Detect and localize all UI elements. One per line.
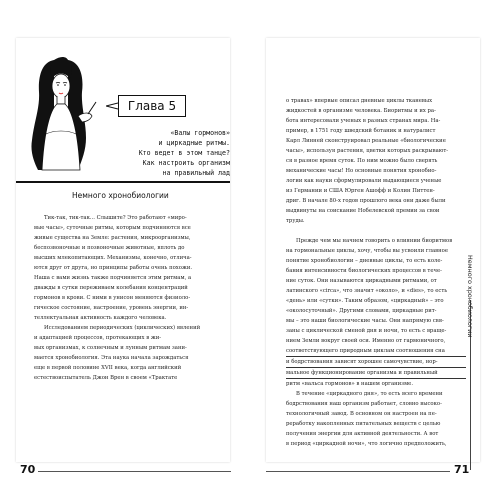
right-body-text: о травах» впервые описал дневные циклы тканевых жидкостей в организме человека. Биоритмы и их ра- бота интересовали ученых в разных странах мира. На- пример, в 1751 году шведский ботаник и натуралист Карл Линней сконструировал реальные «биологические часы», используя растения, цветки которых раскрывают- ся в разное время суток. По ним можно было сверять механические часы! Но основные понятия хронобио- логии как науки сформулировали выдающиеся ученые из Германии и США Юрген Ашофф и Колин Питтен- дриг. В начале 80-х годов прошлого века они даже были выдвинуты на соискание Нобелевской премии за свои труды. Прежде чем мы начнем говорить о влиянии биоритмов на гормональные циклы, хочу, чтобы вы усвоили главное понятие хронобиологии – дневные циклы, то есть коле- бания интенсивности биологических процессов в тече- ние суток. Они называются циркадными ритмами, от латинского «circa», что значит «около», и «dies», то есть «день» или «сутки». Таким образом, «циркадный» – это «околосуточный». Другими словами, циркадные рит- мы – это наши биологические часы. Они напрямую свя- заны с циклической сменой дня и ночи, то есть с враще- нием Земли вокруг своей оси. Именно от гармоничного, соответствующего природным циклам соотношения сна и бодрствования зависят хорошее самочувствие, нор- мальное функционирование организма и правильный ритм «вальса гормонов» в нашем организме. В течение «циркадного дня», то есть всего времени бодрствования наш организм работает, словно высоко- технологичный завод. В основном он настроен на пе- реработку накопленных питательных веществ с целью получения энергии для активной деятельности. А вот в период «циркадной ночи», что логично предположить, (286, 96, 466, 449)
left-page (16, 38, 230, 462)
footer-rule-left (38, 471, 231, 472)
left-body-text: Тик-так, тик-так... Слышите? Это работают «миро- вые часы», суточные ритмы, которым подчиняются все живые существа на Земле: растения, микроорганизмы, беспозвоночные и позвоночные животные, вплоть до высших млекопитающих. Механизмы, конечно, отлича- ются друг от друга, но принципы работы очень похожи. Наша с вами жизнь также подчиняется этим ритмам, а дважды в сутки переживаем колебания концентраций гормонов в крови. С ними в унисон меняются физиоло- гическое состояние, настроение, уровень энергии, ин- теллектуальная активность каждого человека. Исследованием периодических (циклических) явлений и адаптацией процессов, протекающих в жи- вых организмах, к солнечным и лунным ритмам зани- мается хронобиология. Эта наука начала зарождаться еще в первой половине XVII века, когда английский естествоиспытатель Джон Врен в своем «Трактате (34, 215, 201, 381)
chapter-title: Глава 5 (118, 95, 186, 117)
page-number-right: 71 (454, 463, 470, 476)
footer-rule-right (266, 471, 450, 472)
side-tab-label: Немного хронобиологии (466, 255, 474, 338)
chapter-intro: «Валы гормонов» и циркадные ритмы. Кто ведет в этом танце? Как настроить организм на правильный лад (138, 129, 230, 177)
section-heading: Немного хронобиологии (72, 191, 169, 200)
woman-illustration (24, 52, 104, 174)
right-page (266, 38, 480, 462)
page-number-left: 70 (20, 463, 36, 476)
header-divider (16, 181, 230, 183)
speech-bubble-tail (106, 102, 118, 110)
